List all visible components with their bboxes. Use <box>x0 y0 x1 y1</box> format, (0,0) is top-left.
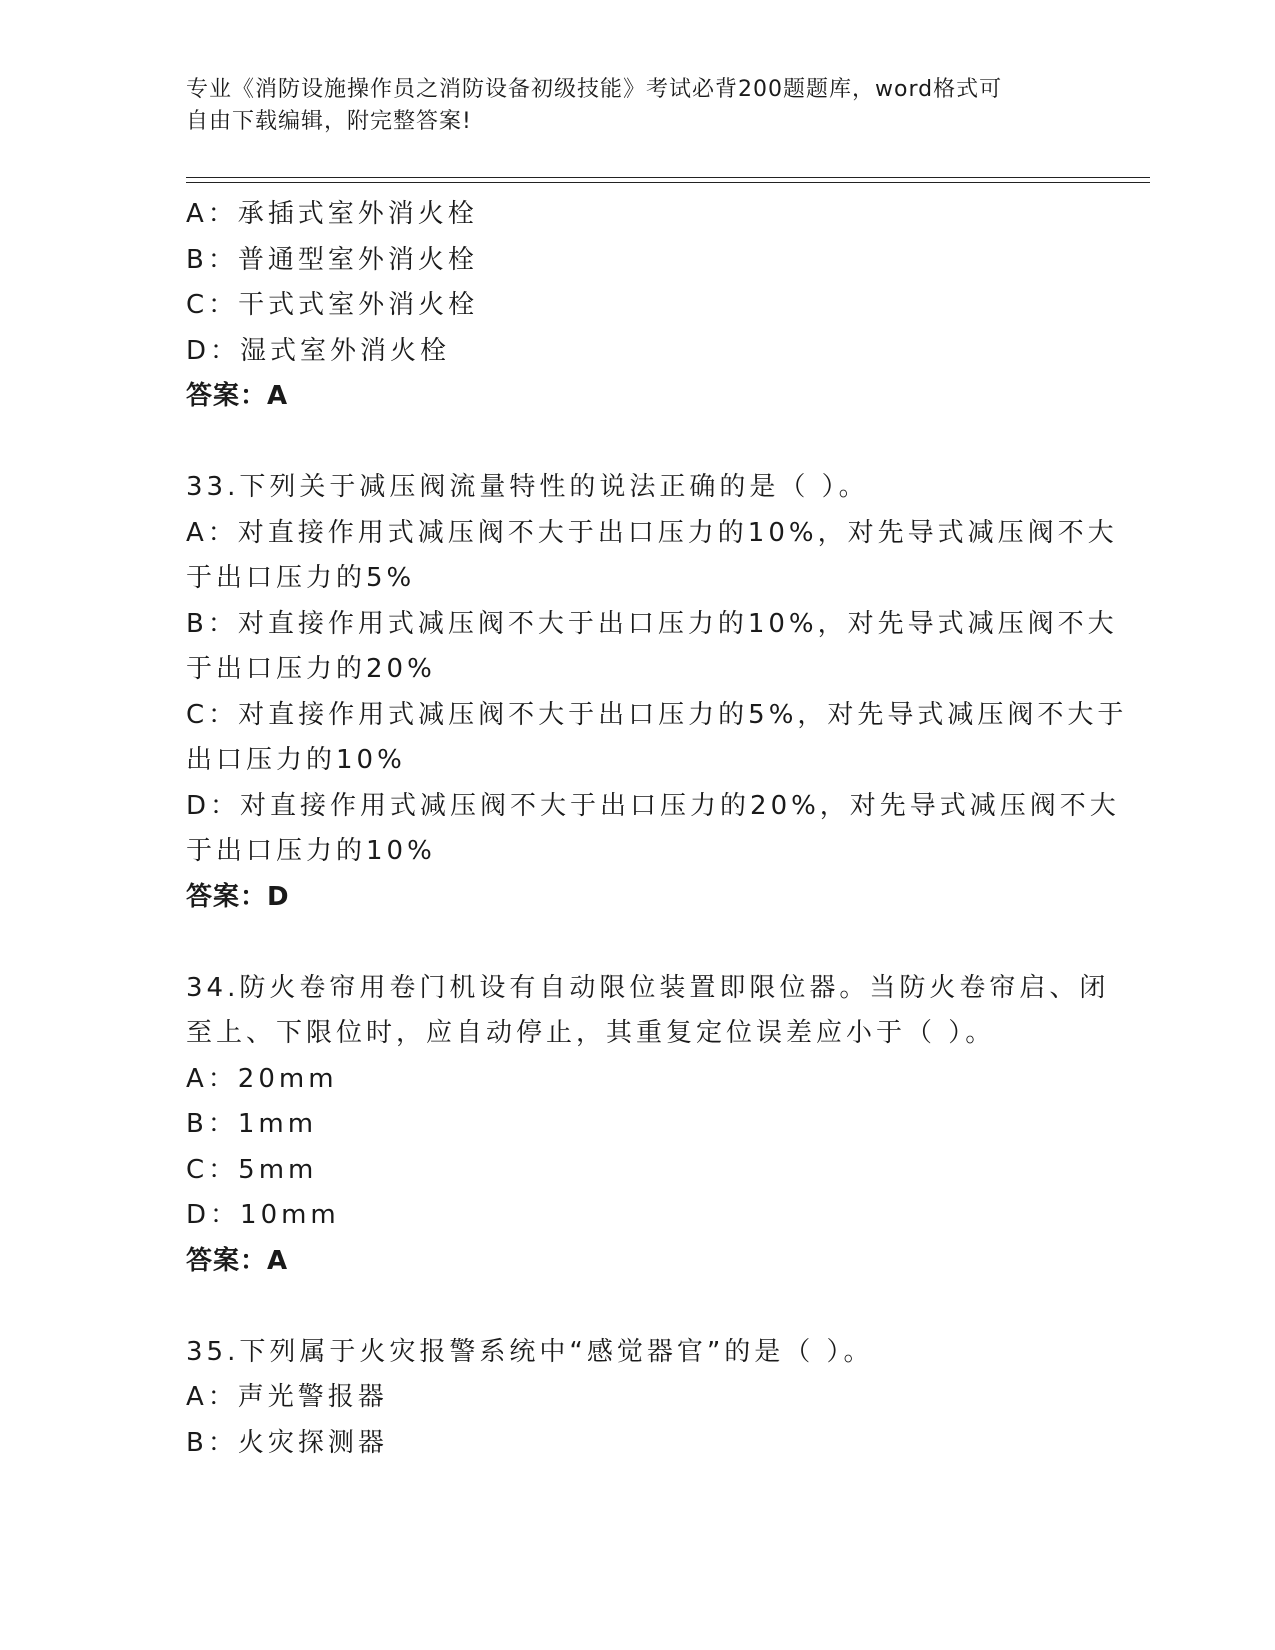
spacer <box>186 420 1086 466</box>
option-c-continued: 出口压力的10% <box>186 745 406 775</box>
header-line-1: 专业《消防设施操作员之消防设备初级技能》考试必背200题题库，word格式可 <box>186 77 1003 102</box>
option-b: B：普通型室外消火栓 <box>186 244 478 275</box>
question-stem: 33.下列关于减压阀流量特性的说法正确的是（ ）。 <box>186 472 869 502</box>
question-32 <box>186 192 1086 420</box>
question-stem: 34.防火卷帘用卷门机设有自动限位装置即限位器。当防火卷帘启、闭 <box>186 972 1110 1003</box>
answer-label: 答案：D <box>186 881 290 912</box>
option-d: D：对直接作用式减压阀不大于出口压力的20%，对先导式减压阀不大 <box>186 790 1120 821</box>
option-b: B：火灾探测器 <box>186 1427 388 1458</box>
question-35 <box>186 1330 1086 1467</box>
spacer <box>186 1284 1086 1330</box>
question-34 <box>186 966 1110 1285</box>
document-header <box>186 74 1066 138</box>
option-a: A：声光警报器 <box>186 1382 388 1412</box>
option-a: A：20mm <box>186 1063 338 1094</box>
option-b: B：1mm <box>186 1109 318 1139</box>
option-c: C：5mm <box>186 1154 318 1185</box>
option-c: C：干式式室外消火栓 <box>186 290 479 320</box>
header-divider-bottom <box>186 182 1150 183</box>
option-d-continued: 于出口压力的10% <box>186 836 436 866</box>
option-a-continued: 于出口压力的5% <box>186 563 416 593</box>
answer-label: 答案：A <box>186 381 289 411</box>
option-b: B：对直接作用式减压阀不大于出口压力的10%，对先导式减压阀不大 <box>186 608 1118 639</box>
question-33 <box>186 465 1128 920</box>
option-a: A：对直接作用式减压阀不大于出口压力的10%，对先导式减压阀不大 <box>186 517 1118 548</box>
option-b-continued: 于出口压力的20% <box>186 654 436 684</box>
question-list <box>186 192 1128 1466</box>
header-divider-top <box>186 177 1150 178</box>
question-stem: 35.下列属于火灾报警系统中“感觉器官”的是（ ）。 <box>186 1336 874 1367</box>
option-c: C：对直接作用式减压阀不大于出口压力的5%，对先导式减压阀不大于 <box>186 699 1128 730</box>
spacer <box>186 920 1086 966</box>
option-d: D：10mm <box>186 1200 340 1230</box>
answer-label: 答案：A <box>186 1245 289 1276</box>
header-line-2: 自由下载编辑，附完整答案! <box>186 109 472 134</box>
option-d: D：湿式室外消火栓 <box>186 335 451 366</box>
option-a: A：承插式室外消火栓 <box>186 199 478 229</box>
question-stem-continued: 至上、下限位时，应自动停止，其重复定位误差应小于（ ）。 <box>186 1018 996 1048</box>
